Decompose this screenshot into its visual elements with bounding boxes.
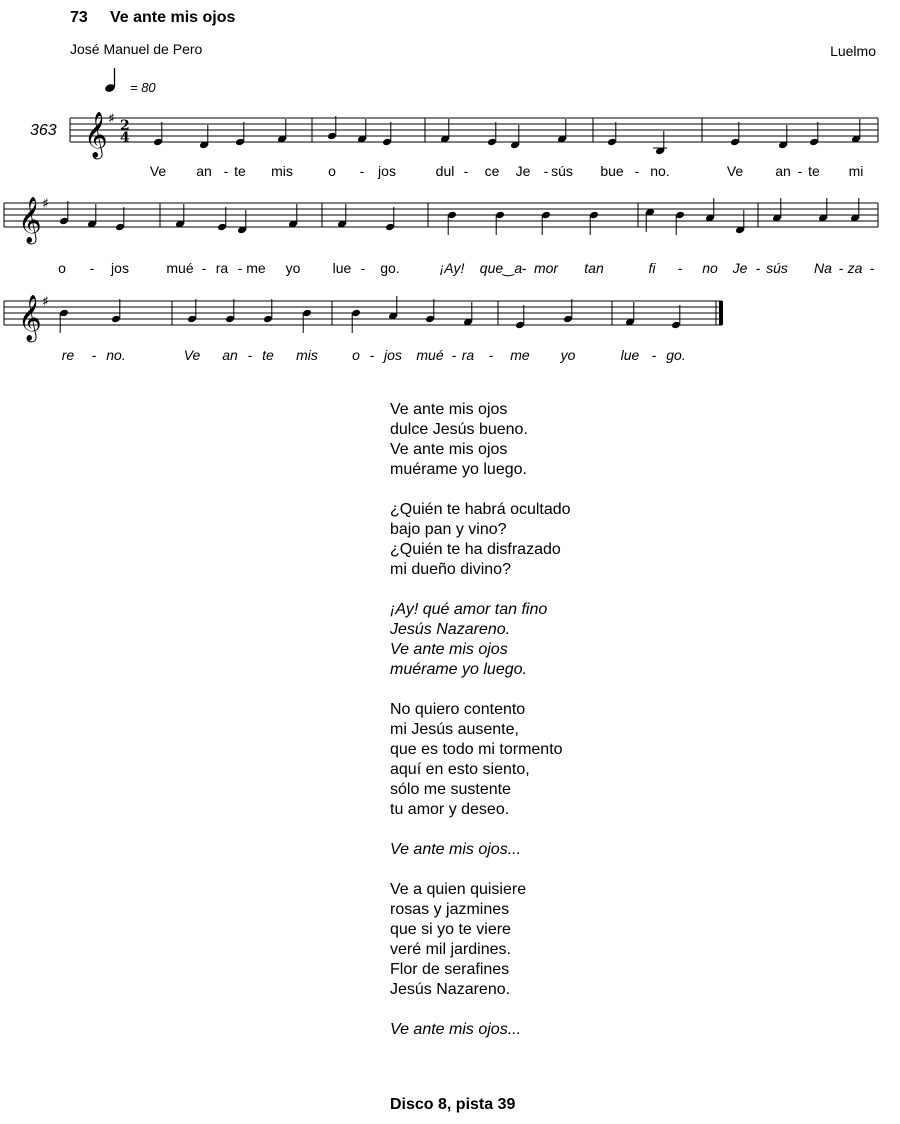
hymn-title: Ve ante mis ojos <box>110 9 236 26</box>
time-signature-top: 2 <box>120 118 130 134</box>
lyric-syllable: - <box>521 260 527 276</box>
lyric-syllable: jos <box>384 347 402 363</box>
lyric-syllable: - <box>634 163 640 179</box>
lyric-syllable: yo <box>285 260 301 276</box>
verse-line: Flor de serafines <box>390 961 510 978</box>
lyric-syllable: - <box>838 260 844 276</box>
lyric-syllable: - <box>247 347 253 363</box>
lyric-syllable: an <box>775 163 791 179</box>
lyric-syllable: - <box>797 163 803 179</box>
lyric-syllable: re <box>61 347 75 363</box>
lyric-syllable: mué <box>166 260 194 276</box>
lyric-syllable: no. <box>106 347 126 363</box>
lyric-syllable: mis <box>296 347 318 363</box>
verse-line: Jesús Nazareno. <box>390 621 511 638</box>
lyric-syllable: te <box>262 347 274 363</box>
verse-line: Ve ante mis ojos <box>390 641 508 658</box>
staff-system-1 <box>70 111 878 160</box>
stanza <box>390 880 571 1000</box>
lyric-syllable: jos <box>111 260 129 276</box>
lyric-syllable: dul <box>435 163 455 179</box>
lyric-syllable: an <box>196 163 212 179</box>
lyric-syllable: - <box>237 260 243 276</box>
lyric-syllable: ra <box>215 260 229 276</box>
lyric-syllable: mis <box>271 163 293 179</box>
lyric-syllable: - <box>543 163 549 179</box>
verse-line: Ve ante mis ojos... <box>390 841 522 858</box>
stanza <box>390 700 571 820</box>
verse-line: dulce Jesús bueno. <box>390 421 528 438</box>
lyric-syllable: - <box>451 347 457 363</box>
verse-line: Jesús Nazareno. <box>390 981 511 998</box>
stanza <box>390 400 571 480</box>
stanza <box>390 500 571 580</box>
lyric-syllable: me <box>510 347 530 363</box>
stanza <box>390 1020 571 1040</box>
lyric-syllable: Je <box>515 163 531 179</box>
lyric-syllable: - <box>463 163 469 179</box>
verse-line: aquí en esto siento, <box>390 761 530 778</box>
verse-line: muérame yo luego. <box>390 661 527 678</box>
staff-system-2 <box>4 196 878 245</box>
lyric-syllable: - <box>869 260 875 276</box>
verse-line: Ve a quien quisiere <box>390 881 527 898</box>
lyric-syllable: bue <box>600 163 624 179</box>
verse-line: que si yo te viere <box>390 921 511 938</box>
verse-line: Ve ante mis ojos <box>390 441 508 458</box>
tempo-value: = 80 <box>130 80 156 95</box>
lyric-syllable: que‿a <box>479 260 523 276</box>
lyric-syllable: - <box>360 260 366 276</box>
lyric-syllable: te <box>808 163 820 179</box>
lyric-syllable: go. <box>666 347 686 363</box>
lyric-syllable: yo <box>560 347 576 363</box>
treble-clef-icon: 𝄞 <box>18 295 42 341</box>
verse-line: sólo me sustente <box>390 781 511 798</box>
hymn-number: 73 <box>70 9 88 26</box>
verse-line: Ve ante mis ojos <box>390 401 508 418</box>
verse-line: que es todo mi tormento <box>390 741 563 758</box>
lyric-syllable: o <box>352 347 360 363</box>
stanza <box>390 840 571 860</box>
lyric-syllable: mi <box>848 163 864 179</box>
lyric-syllable: - <box>91 347 97 363</box>
composer: José Manuel de Pero <box>70 41 203 57</box>
music-score <box>0 0 900 380</box>
lyric-syllable: - <box>488 347 494 363</box>
sharp-key-signature-icon: ♯ <box>42 196 49 212</box>
verse-line: muérame yo luego. <box>390 461 527 478</box>
lyric-syllable: o <box>328 163 336 179</box>
lyric-syllable: mor <box>533 260 559 276</box>
lyric-syllable: go. <box>380 260 400 276</box>
lyric-syllable: fi <box>648 260 656 276</box>
verse-line: No quiero contento <box>390 701 526 718</box>
lyric-syllable: mué <box>416 347 444 363</box>
lyric-syllable: - <box>651 347 657 363</box>
lyric-syllable: an <box>222 347 238 363</box>
lyricist: Luelmo <box>830 43 876 59</box>
lyric-syllable: Ve <box>726 163 744 179</box>
lyric-syllable: - <box>677 260 683 276</box>
lyric-syllable: Ve <box>149 163 167 179</box>
lyric-syllable: za <box>847 260 863 276</box>
lyric-syllable: Na <box>814 260 832 276</box>
verses-block <box>390 400 571 1060</box>
verse-line: ¿Quién te habrá ocultado <box>390 501 571 518</box>
verse-line: rosas y jazmines <box>390 901 510 918</box>
verse-line: ¡Ay! qué amor tan fino <box>390 601 548 618</box>
lyric-syllable: - <box>755 260 761 276</box>
lyric-syllable: Ve <box>183 347 201 363</box>
verse-line: mi dueño divino? <box>390 561 511 578</box>
verse-line: mi Jesús ausente, <box>390 721 519 738</box>
lyric-syllable: no. <box>650 163 670 179</box>
lyric-syllable: lue <box>620 347 640 363</box>
lyric-syllable: sús <box>766 260 788 276</box>
lyric-syllable: - <box>201 260 207 276</box>
lyric-syllable: Je <box>732 260 748 276</box>
staff-system-3 <box>4 294 723 343</box>
lyric-syllable: tan <box>584 260 604 276</box>
verse-line: bajo pan y vino? <box>390 521 507 538</box>
sharp-key-signature-icon: ♯ <box>42 294 49 310</box>
lyric-syllable: jos <box>378 163 396 179</box>
lyric-syllable: no <box>702 260 718 276</box>
lyric-syllable: te <box>234 163 246 179</box>
lyric-syllable: me <box>246 260 266 276</box>
verse-line: veré mil jardines. <box>390 941 511 958</box>
lyric-syllable: ra <box>461 347 475 363</box>
disc-track: Disco 8, pista 39 <box>390 1096 516 1113</box>
sharp-key-signature-icon: ♯ <box>108 111 115 127</box>
final-barline <box>719 301 723 325</box>
treble-clef-icon: 𝄞 <box>84 112 108 158</box>
lyric-syllable: - <box>223 163 229 179</box>
treble-clef-icon: 𝄞 <box>18 197 42 243</box>
lyric-syllable: - <box>369 347 375 363</box>
stanza <box>390 600 571 680</box>
lyric-syllable: lue <box>332 260 352 276</box>
lyric-syllable: ce <box>484 163 500 179</box>
time-signature-bottom: 4 <box>120 130 130 146</box>
verse-line: Ve ante mis ojos... <box>390 1021 522 1038</box>
lyric-syllable: o <box>58 260 66 276</box>
lyric-syllable: sús <box>551 163 573 179</box>
lyric-syllable: ¡Ay! <box>439 260 465 276</box>
lyric-syllable: - <box>89 260 95 276</box>
verse-line: ¿Quién te ha disfrazado <box>390 541 561 558</box>
hymnal-number: 363 <box>30 122 57 139</box>
lyric-syllable: - <box>359 163 365 179</box>
verse-line: tu amor y deseo. <box>390 801 510 818</box>
